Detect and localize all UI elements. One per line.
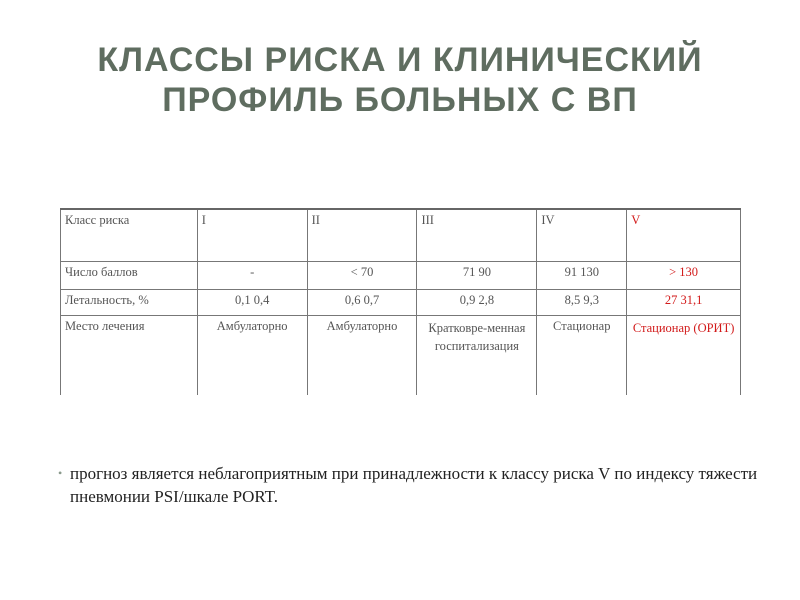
- table-cell-highlight: > 130: [627, 261, 741, 289]
- table-cell-highlight: Стационар (ОРИТ): [627, 315, 741, 395]
- row-header: Летальность, %: [61, 289, 198, 315]
- table-cell: Кратковре-менная госпитализация: [417, 315, 537, 395]
- risk-class-table: [60, 208, 741, 395]
- slide-title: [40, 40, 760, 120]
- table-row: [61, 261, 741, 289]
- table-cell: 0,1 0,4: [197, 289, 307, 315]
- row-header: Место лечения: [61, 315, 198, 395]
- table-cell: I: [197, 209, 307, 261]
- title-line-1: КЛАССЫ РИСКА И КЛИНИЧЕСКИЙ: [97, 41, 703, 79]
- table-cell: III: [417, 209, 537, 261]
- bullet-text: прогноз является неблагоприятным при принадлежности к классу риска V по индексу тяжести пневмонии PSI/шкале PORT.: [70, 464, 758, 506]
- table-cell: 71 90: [417, 261, 537, 289]
- table-row: [61, 209, 741, 261]
- table-cell: 91 130: [537, 261, 627, 289]
- table-cell: IV: [537, 209, 627, 261]
- table-cell: Амбулаторно: [307, 315, 417, 395]
- row-header: Класс риска: [61, 209, 198, 261]
- row-header: Число баллов: [61, 261, 198, 289]
- table-cell: 0,9 2,8: [417, 289, 537, 315]
- table-cell-highlight: V: [627, 209, 741, 261]
- table-cell: Амбулаторно: [197, 315, 307, 395]
- bullet-item: [58, 462, 758, 508]
- table-cell: < 70: [307, 261, 417, 289]
- table-cell: Стационар: [537, 315, 627, 395]
- title-line-2: ПРОФИЛЬ БОЛЬНЫХ С ВП: [162, 81, 638, 119]
- table-row: [61, 315, 741, 395]
- table-row: [61, 289, 741, 315]
- table-cell-highlight: 27 31,1: [627, 289, 741, 315]
- table-cell: 8,5 9,3: [537, 289, 627, 315]
- bullet-icon: •: [58, 466, 63, 480]
- table-cell: II: [307, 209, 417, 261]
- table-cell: 0,6 0,7: [307, 289, 417, 315]
- table-cell: -: [197, 261, 307, 289]
